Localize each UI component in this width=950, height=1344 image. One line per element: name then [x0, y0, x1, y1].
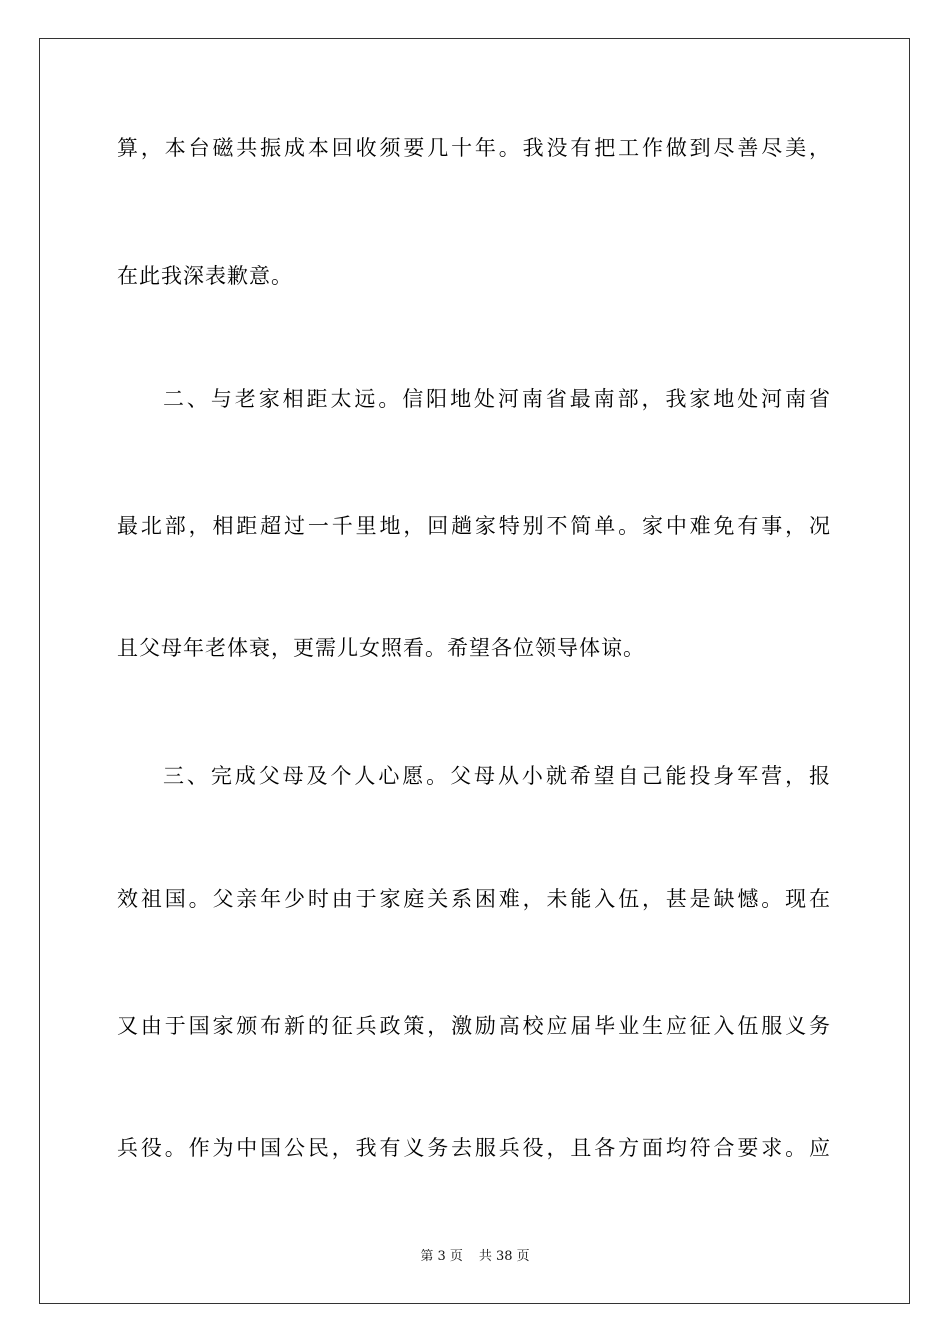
paragraph-2-line-1: 二、与老家相距太远。信阳地处河南省最南部，我家地处河南省	[163, 387, 831, 411]
page-frame	[39, 38, 910, 1304]
page-footer	[0, 1248, 950, 1266]
paragraph-3-line-4: 兵役。作为中国公民，我有义务去服兵役，且各方面均符合要求。应	[117, 1136, 831, 1160]
paragraph-2-line-2: 最北部，相距超过一千里地，回趟家特别不简单。家中难免有事，况	[117, 514, 831, 538]
paragraph-3-line-3: 又由于国家颁布新的征兵政策，激励高校应届毕业生应征入伍服义务	[117, 1014, 831, 1038]
paragraph-3-line-1: 三、完成父母及个人心愿。父母从小就希望自己能投身军营，报	[163, 764, 831, 788]
paragraph-3-line-2: 效祖国。父亲年少时由于家庭关系困难，未能入伍，甚是缺憾。现在	[117, 887, 831, 911]
text-line-1: 算，本台磁共振成本回收须要几十年。我没有把工作做到尽善尽美，	[117, 136, 831, 160]
paragraph-2-line-3: 且父母年老体衰，更需儿女照看。希望各位领导体谅。	[117, 636, 645, 660]
text-line-2: 在此我深表歉意。	[117, 264, 293, 288]
page-total: 共 38 页	[478, 1249, 530, 1264]
page-number: 第 3 页	[420, 1249, 463, 1264]
